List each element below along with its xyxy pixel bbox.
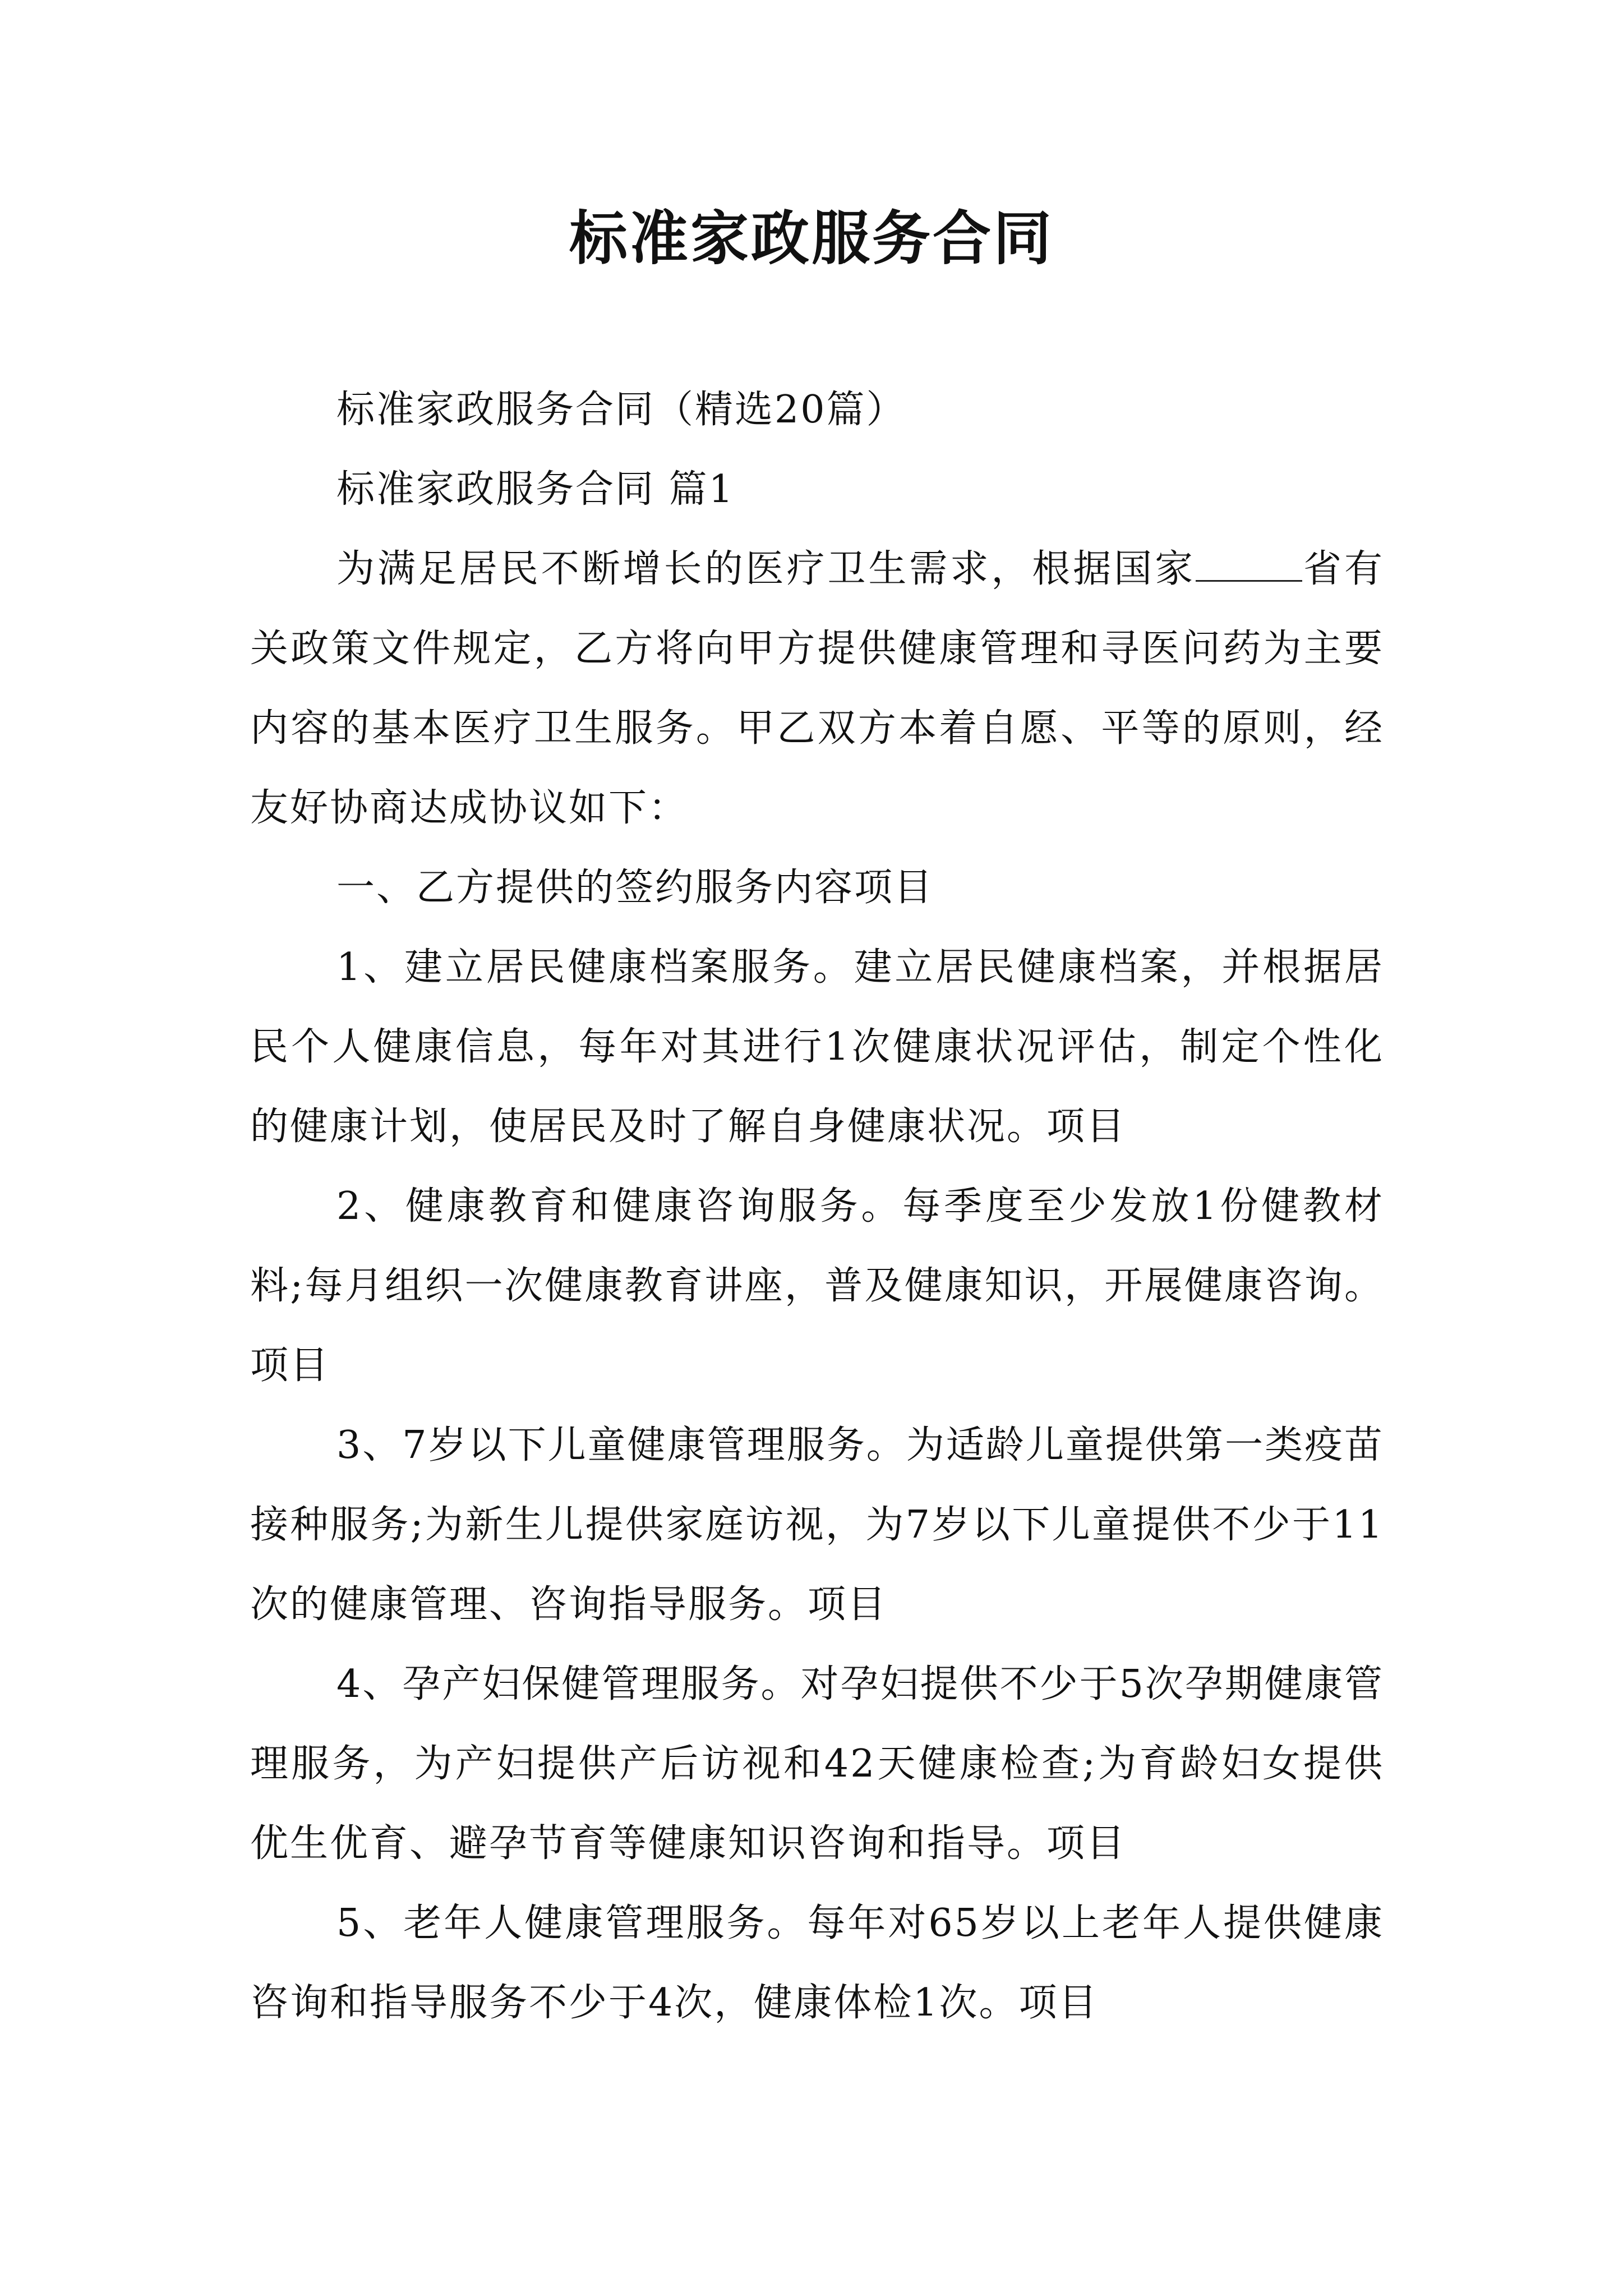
document-body <box>250 370 1384 2043</box>
clause-item-5: 5、老年人健康管理服务。每年对65岁以上老年人提供健康咨询和指导服务不少于4次，健康体检1次。项目 <box>250 1901 1384 2025</box>
intro-text-after-blank: 省有关政策文件规定，乙方将向甲方提供健康管理和寻医问药为主要内容的基本医疗卫生服务。甲乙双方本着自愿、平等的原则，经友好协商达成协议如下： <box>250 547 1384 830</box>
clause-heading: 一、乙方提供的签约服务内容项目 <box>336 866 934 910</box>
section-heading: 标准家政服务合同 篇1 <box>336 467 735 512</box>
fill-in-blank <box>1196 579 1302 582</box>
document-title: 标准家政服务合同 <box>569 204 1054 273</box>
clause-item-2: 2、健康教育和健康咨询服务。每季度至少发放1份健教材料;每月组织一次健康教育讲座，普及健康知识，开展健康咨询。项目 <box>250 1184 1384 1388</box>
clause-item-3: 3、7岁以下儿童健康管理服务。为适龄儿童提供第一类疫苗接种服务;为新生儿提供家庭访视，为7岁以下儿童提供不少于11次的健康管理、咨询指导服务。项目 <box>250 1423 1384 1627</box>
intro-text-before-blank: 为满足居民不断增长的医疗卫生需求，根据国家 <box>336 547 1196 591</box>
clause-item-1: 1、建立居民健康档案服务。建立居民健康档案，并根据居民个人健康信息，每年对其进行1次健康状况评估，制定个性化的健康计划，使居民及时了解自身健康状况。项目 <box>250 945 1384 1149</box>
intro-paragraph <box>250 530 1384 848</box>
subtitle: 标准家政服务合同（精选20篇） <box>336 388 906 432</box>
clause-item-4: 4、孕产妇保健管理服务。对孕妇提供不少于5次孕期健康管理服务，为产妇提供产后访视和42天健康检查;为育龄妇女提供优生优育、避孕节育等健康知识咨询和指导。项目 <box>250 1662 1384 1866</box>
